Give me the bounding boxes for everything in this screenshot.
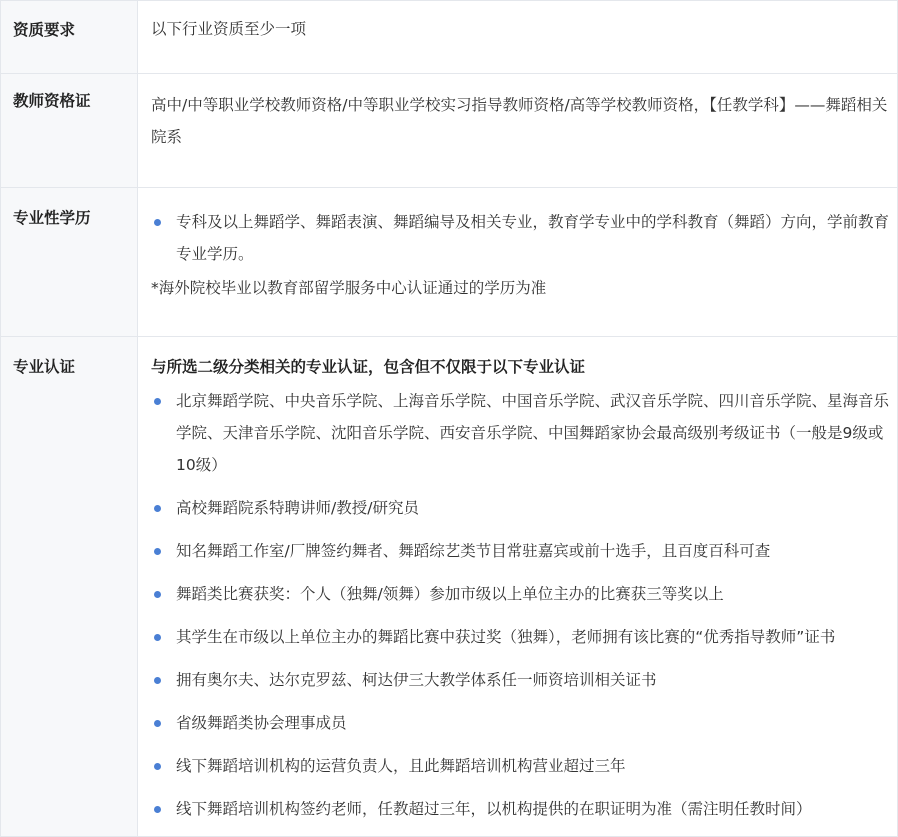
row-label: 教师资格证 [1, 74, 138, 188]
list-item [151, 750, 889, 782]
list-item [151, 206, 889, 270]
list-item-text: 线下舞蹈培训机构签约老师，任教超过三年，以机构提供的在职证明为准（需注明任教时间） [176, 800, 812, 818]
table-row [1, 188, 898, 337]
note-text: *海外院校毕业以教育部留学服务中心认证通过的学历为准 [151, 279, 547, 297]
list-item [151, 578, 889, 610]
row-label: 专业性学历 [1, 188, 138, 337]
bullet-icon [154, 219, 161, 226]
list-item-text: 高校舞蹈院系特聘讲师/教授/研究员 [176, 499, 419, 517]
value-text: 高中/中等职业学校教师资格/中等职业学校实习指导教师资格/高等学校教师资格，【任教学科】——舞蹈相关院系 [151, 96, 888, 146]
list-item [151, 793, 889, 825]
bullet-icon [154, 763, 161, 770]
list-item [151, 621, 889, 653]
row-value [138, 188, 898, 337]
list-item [151, 385, 889, 481]
list-item-text: 其学生在市级以上单位主办的舞蹈比赛中获过奖（独舞），老师拥有该比赛的“优秀指导教师”证书 [176, 628, 836, 646]
bullet-icon [154, 548, 161, 555]
bullet-icon [154, 806, 161, 813]
list-item-text: 知名舞蹈工作室/厂牌签约舞者、舞蹈综艺类节目常驻嘉宾或前十选手，且百度百科可查 [176, 542, 771, 560]
value-text: 以下行业资质至少一项 [151, 20, 307, 38]
row-label: 资质要求 [1, 1, 138, 74]
bullet-icon [154, 591, 161, 598]
table-row [1, 74, 898, 188]
row-label: 专业认证 [1, 337, 138, 837]
row-value [138, 74, 898, 188]
table-row [1, 337, 898, 837]
row-value [138, 337, 898, 837]
list-item-text: 北京舞蹈学院、中央音乐学院、上海音乐学院、中国音乐学院、武汉音乐学院、四川音乐学院、星海音乐学院、天津音乐学院、沈阳音乐学院、西安音乐学院、中国舞蹈家协会最高级别考级证书（一般是9级或10级） [176, 392, 890, 474]
list-item [151, 707, 889, 739]
bullet-icon [154, 398, 161, 405]
list-item [151, 492, 889, 524]
table-row [1, 1, 898, 74]
list-item [151, 535, 889, 567]
list-item-text: 舞蹈类比赛获奖：个人（独舞/领舞）参加市级以上单位主办的比赛获三等奖以上 [176, 585, 724, 603]
bullet-list [151, 385, 889, 825]
intro-text: 与所选二级分类相关的专业认证，包含但不仅限于以下专业认证 [151, 358, 586, 376]
bullet-icon [154, 634, 161, 641]
list-item [151, 664, 889, 696]
list-item-text: 省级舞蹈类协会理事成员 [176, 714, 347, 732]
list-item-text: 拥有奥尔夫、达尔克罗兹、柯达伊三大教学体系任一师资培训相关证书 [176, 671, 657, 689]
bullet-icon [154, 720, 161, 727]
list-item-text: 专科及以上舞蹈学、舞蹈表演、舞蹈编导及相关专业，教育学专业中的学科教育（舞蹈）方向，学前教育专业学历。 [176, 213, 890, 263]
list-item-text: 线下舞蹈培训机构的运营负责人，且此舞蹈培训机构营业超过三年 [176, 757, 626, 775]
bullet-icon [154, 505, 161, 512]
row-value [138, 1, 898, 74]
bullet-icon [154, 677, 161, 684]
bullet-list [151, 206, 889, 270]
